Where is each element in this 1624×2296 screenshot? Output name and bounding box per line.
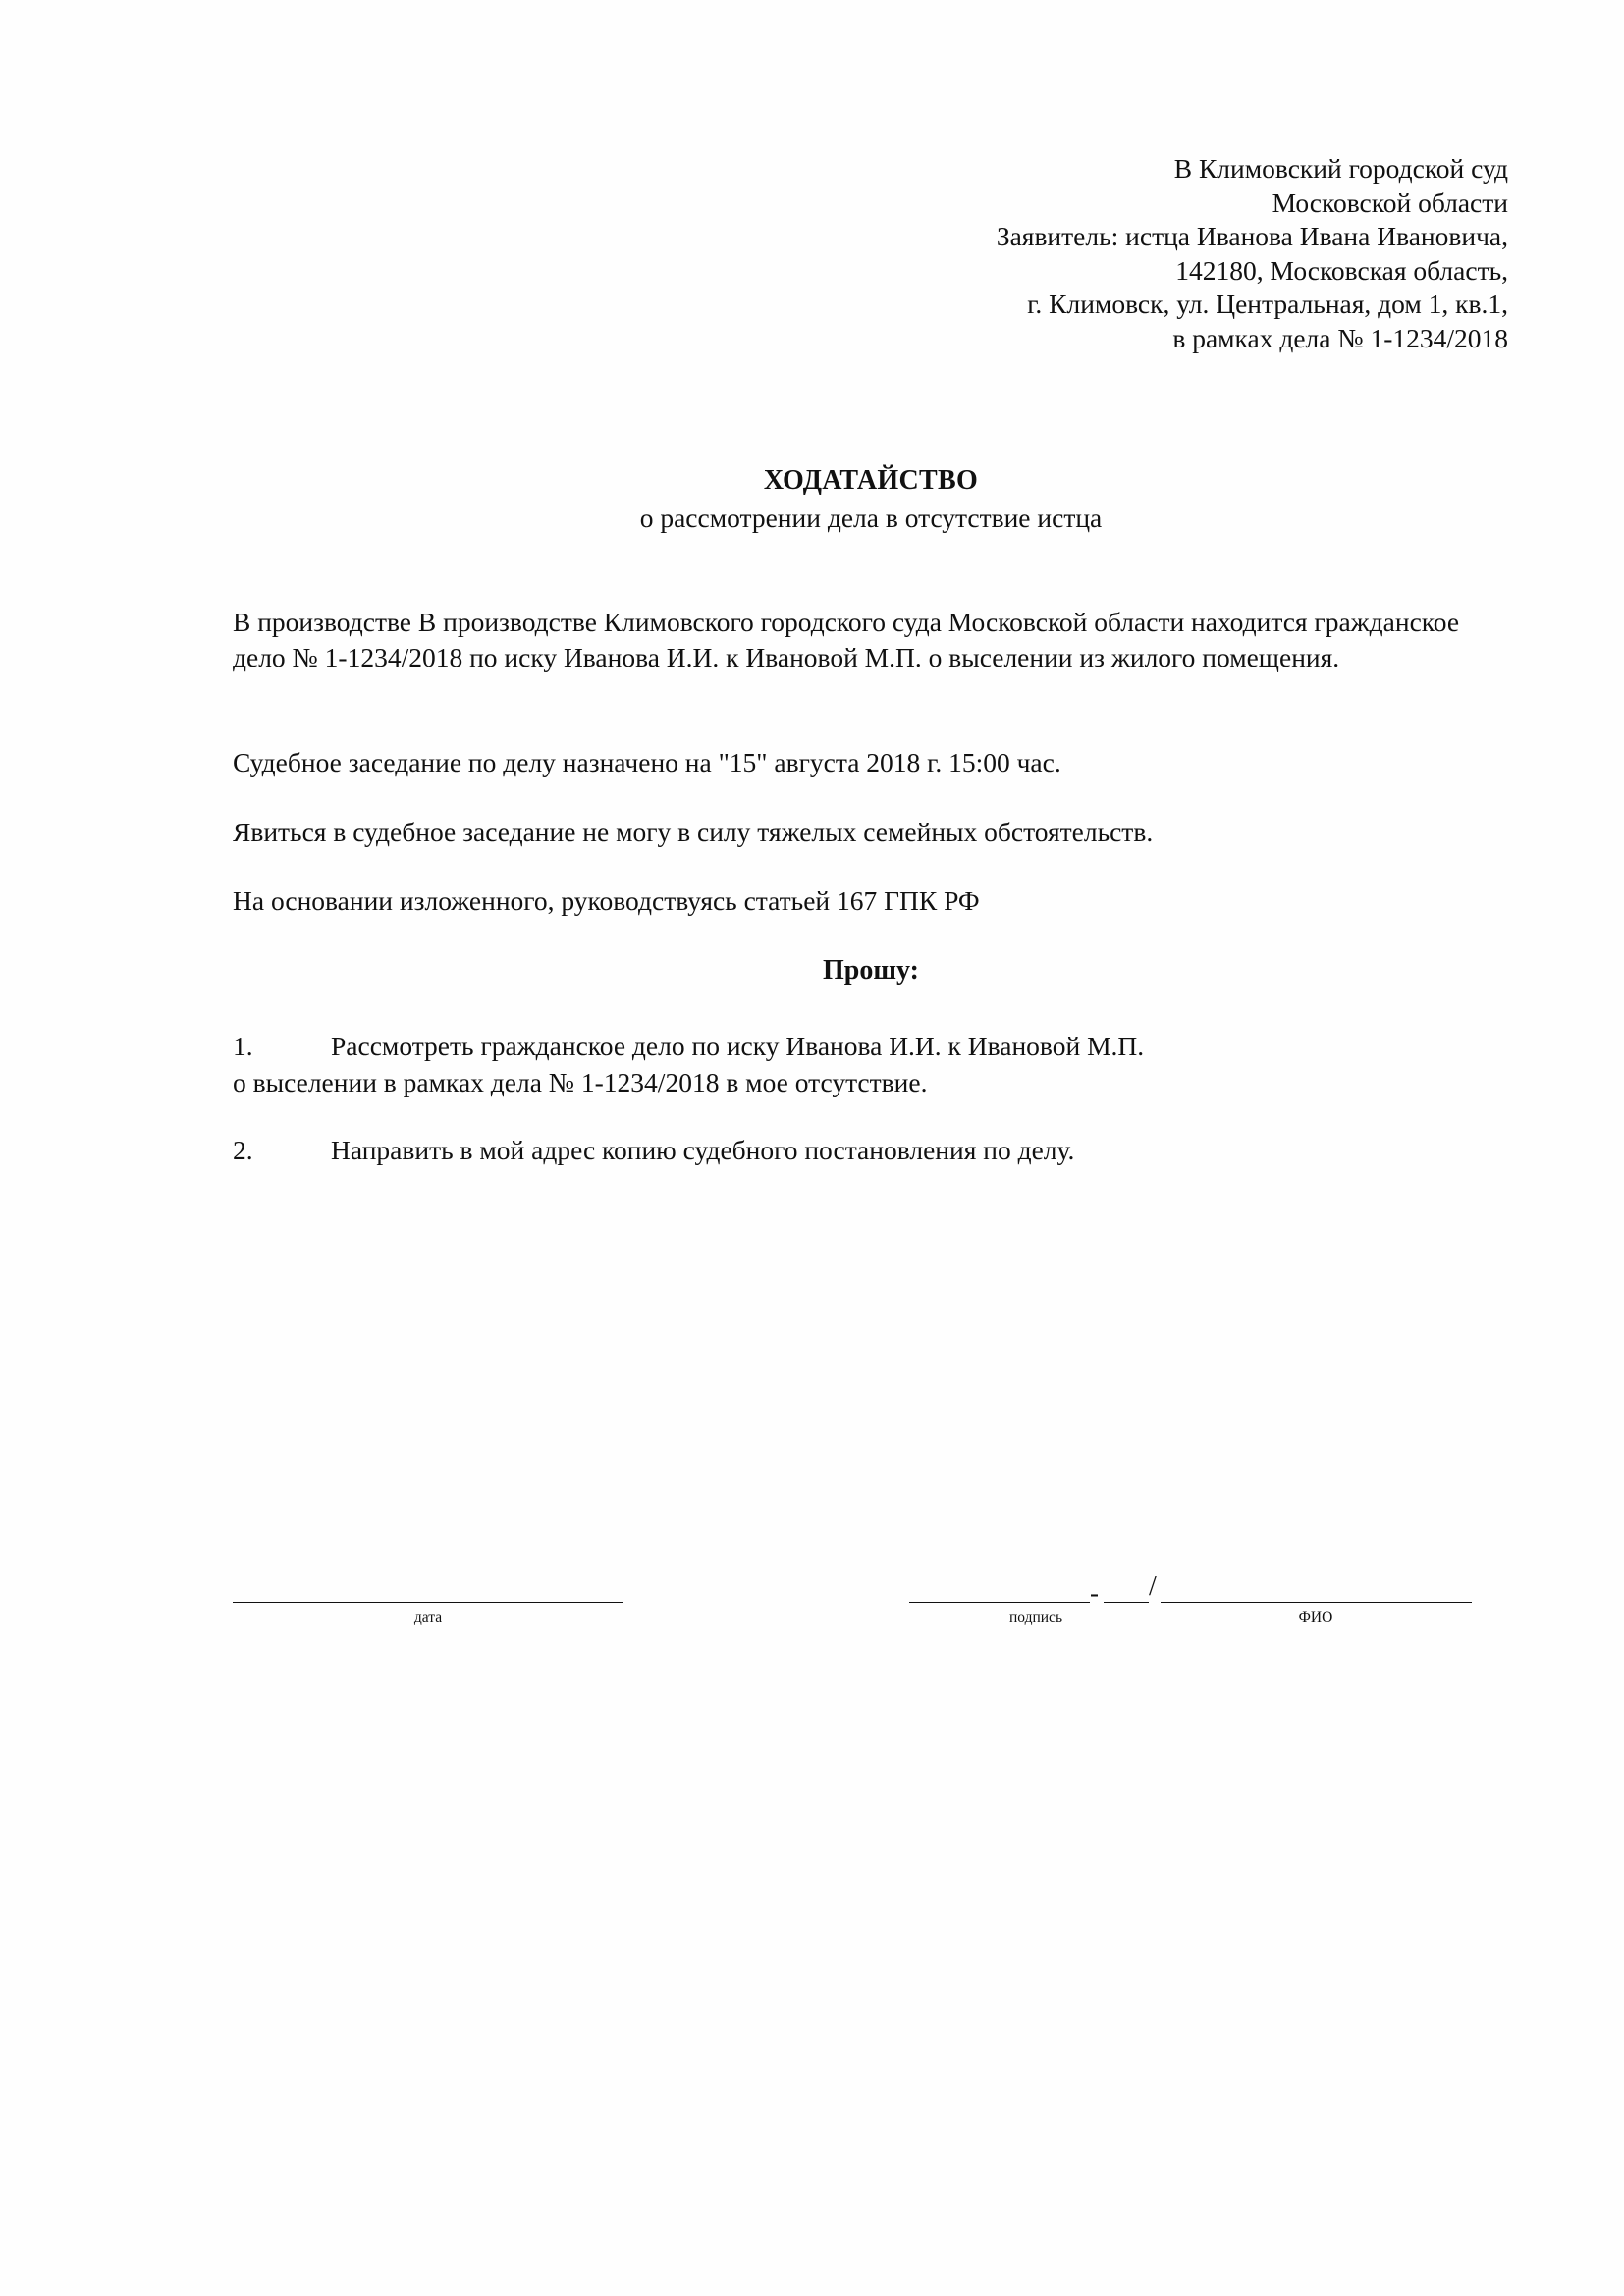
body-paragraph-case: В производстве В производстве Климовского городского суда Московской области находится гражданское дело № 1-1234/2018 по иску Иванова И.И. к Ивановой М.П. о выселении из жилого помещения. — [233, 607, 1460, 672]
request-item-text: Направить в мой адрес копию судебного постановления по делу. — [331, 1135, 1075, 1165]
date-caption: дата — [413, 1609, 443, 1626]
request-item-1 — [233, 1029, 1509, 1064]
request-item-text: Рассмотреть гражданское дело по иску Иванова И.И. к Ивановой М.П. — [331, 1031, 1145, 1061]
addressee-block — [624, 152, 1508, 356]
signature-slash: / — [1149, 1572, 1157, 1602]
signature-line — [909, 1602, 1090, 1603]
request-heading: Прошу: — [823, 955, 919, 986]
applicant-postcode: 142180, Московская область, — [1175, 254, 1508, 286]
request-item-number: 1. — [233, 1031, 253, 1061]
fio-caption: ФИО — [1298, 1609, 1333, 1626]
body-paragraph-reason: Явиться в судебное заседание не могу в силу тяжелых семейных обстоятельств. — [233, 817, 1154, 847]
body-paragraph-legal-basis: На основании изложенного, руководствуясь статьей 167 ГПК РФ — [233, 885, 980, 916]
signature-dash: - — [1090, 1578, 1099, 1608]
body-paragraph-hearing-date: Судебное заседание по делу назначено на "15" августа 2018 г. 15:00 час. — [233, 747, 1061, 777]
document-title: ХОДАТАЙСТВО — [763, 465, 979, 496]
applicant-address: г. Климовск, ул. Центральная, дом 1, кв.1, — [1027, 289, 1508, 320]
request-item-2 — [233, 1133, 1509, 1168]
fio-signature-line — [1161, 1602, 1472, 1603]
addressee-region: Московской области — [1272, 187, 1508, 218]
applicant-name: Заявитель: истца Иванова Ивана Ивановича, — [996, 221, 1508, 252]
date-signature-line — [233, 1602, 623, 1603]
addressee-court: В Климовский городской суд — [1173, 153, 1508, 184]
signature-short-line — [1104, 1602, 1149, 1603]
case-reference: в рамках дела № 1-1234/2018 — [1172, 322, 1508, 353]
signature-caption: подпись — [1008, 1609, 1063, 1626]
request-item-number: 2. — [233, 1135, 253, 1165]
request-item-1-continuation: о выселении в рамках дела № 1-1234/2018 в мое отсутствие. — [233, 1067, 928, 1097]
document-subtitle: о рассмотрении дела в отсутствие истца — [639, 503, 1103, 533]
